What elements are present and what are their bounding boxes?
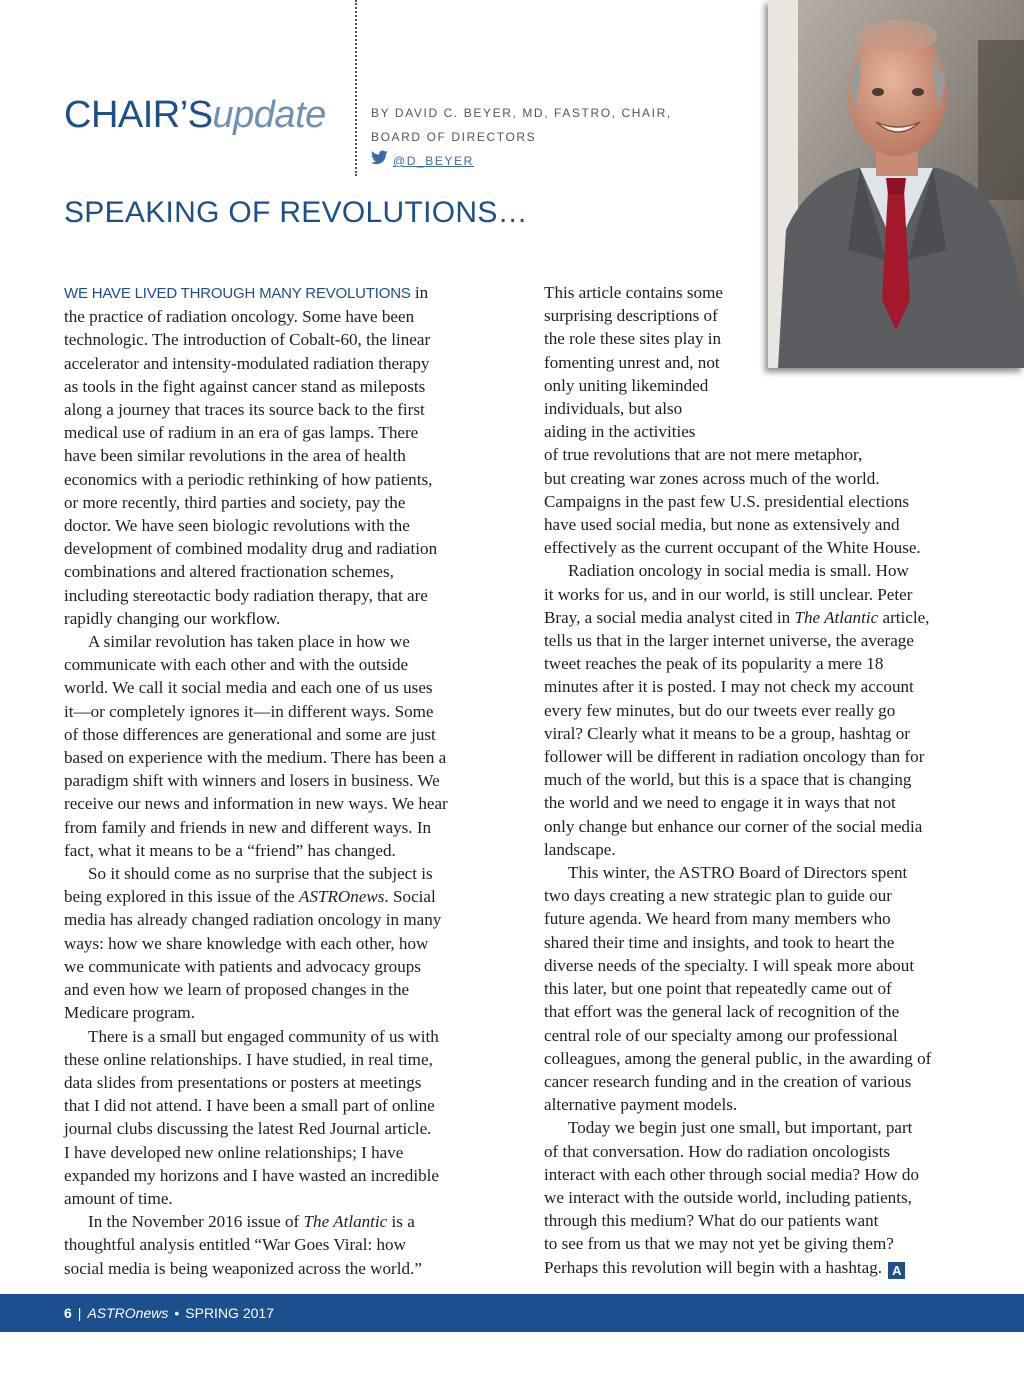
page-number: 6 bbox=[64, 1305, 72, 1321]
paragraph-line: Perhaps this revolution will begin with a hashtag. A bbox=[544, 1256, 931, 1279]
paragraph-line: journal clubs discussing the latest Red Journal article. bbox=[64, 1119, 432, 1139]
paragraph-line: data slides from presentations or posters at meetings bbox=[64, 1072, 422, 1092]
section-title-update: update bbox=[212, 94, 326, 136]
section-title bbox=[64, 94, 326, 137]
paragraph-line: receive our news and information in new ways. We hear bbox=[64, 794, 448, 814]
paragraph-line: that effort was the general lack of recognition of the bbox=[544, 1002, 900, 1022]
paragraph-line: and even how we learn of proposed changes in the bbox=[64, 980, 410, 1000]
paragraph-line: This winter, the ASTRO Board of Directors spent bbox=[568, 863, 908, 883]
twitter-handle-row[interactable] bbox=[371, 149, 672, 173]
paragraph-line: it works for us, and in our world, is still unclear. Peter bbox=[544, 584, 913, 604]
paragraph-line: medical use of radium in an era of gas lamps. There bbox=[64, 423, 419, 443]
paragraph-line: of true revolutions that are not mere metaphor, bbox=[544, 445, 863, 465]
paragraph-line: that I did not attend. I have been a small part of online bbox=[64, 1096, 435, 1116]
paragraph-line: central role of our specialty among our professional bbox=[544, 1025, 898, 1045]
paragraph-line: In the November 2016 issue of The Atlantic is a bbox=[88, 1212, 415, 1232]
paragraph-line: communicate with each other and with the outside bbox=[64, 655, 409, 675]
paragraph-line: to see from us that we may not yet be giving them? bbox=[544, 1234, 894, 1254]
paragraph-line: media has already changed radiation oncology in many bbox=[64, 910, 442, 930]
paragraph-line: individuals, but also bbox=[544, 399, 683, 419]
paragraph-line: we communicate with patients and advocacy groups bbox=[64, 956, 421, 976]
magazine-name: ASTROnews bbox=[87, 1305, 169, 1321]
twitter-bird-icon bbox=[371, 150, 388, 165]
paragraph-line: combinations and altered fractionation schemes, bbox=[64, 562, 394, 582]
paragraph-line: Bray, a social media analyst cited in The Atlantic article, bbox=[544, 607, 930, 627]
paragraph-line: much of the world, but this is a space that is changing bbox=[544, 770, 912, 790]
paragraph-line: these online relationships. I have studied, in real time, bbox=[64, 1049, 433, 1069]
paragraph-line: I have developed new online relationships; I have bbox=[64, 1142, 404, 1162]
paragraph-line: expanded my horizons and I have wasted an incredible bbox=[64, 1165, 439, 1185]
paragraph-line: fact, what it means to be a “friend” has changed. bbox=[64, 840, 396, 860]
paragraph-line: the practice of radiation oncology. Some have been bbox=[64, 307, 415, 327]
article-headline: SPEAKING OF REVOLUTIONS… bbox=[64, 196, 528, 229]
body-column-left bbox=[64, 281, 448, 1280]
paragraph-line: Today we begin just one small, but important, part bbox=[568, 1118, 913, 1138]
paragraph-line: two days creating a new strategic plan to guide our bbox=[544, 886, 892, 906]
publication-title: The Atlantic bbox=[303, 1212, 388, 1232]
paragraph-line: effectively as the current occupant of the White House. bbox=[544, 538, 921, 558]
paragraph-line: including stereotactic body radiation therapy, that are bbox=[64, 585, 428, 605]
paragraph-line: of those differences are generational and some are just bbox=[64, 724, 436, 744]
footer-bullet: • bbox=[174, 1305, 180, 1321]
paragraph-line: but creating war zones across much of the world. bbox=[544, 468, 880, 488]
paragraph-line: cancer research funding and in the creation of various bbox=[544, 1071, 912, 1091]
paragraph-line: every few minutes, but do our tweets ever really go bbox=[544, 700, 896, 720]
paragraph-line: follower will be different in radiation oncology than for bbox=[544, 747, 925, 767]
paragraph-line: we interact with the outside world, including patients, bbox=[544, 1187, 912, 1207]
paragraph-line: being explored in this issue of the ASTROnews. Social bbox=[64, 887, 436, 907]
paragraph-line: viral? Clearly what it means to be a group, hashtag or bbox=[544, 723, 910, 743]
paragraph-line: have been similar revolutions in the area of health bbox=[64, 446, 406, 466]
paragraph-line: alternative payment models. bbox=[544, 1095, 738, 1115]
paragraph-line: interact with each other through social media? How do bbox=[544, 1164, 919, 1184]
paragraph-line: from family and friends in new and different ways. In bbox=[64, 817, 432, 837]
paragraph-line: minutes after it is posted. I may not check my account bbox=[544, 677, 914, 697]
publication-title: The Atlantic bbox=[794, 607, 879, 627]
paragraph-line: aiding in the activities bbox=[544, 422, 696, 442]
paragraph-line: doctor. We have seen biologic revolutions with the bbox=[64, 516, 410, 536]
paragraph-line: tells us that in the larger internet universe, the average bbox=[544, 631, 914, 651]
paragraph-line: paradigm shift with winners and losers in business. We bbox=[64, 771, 440, 791]
paragraph-line: surprising descriptions of bbox=[544, 306, 718, 326]
paragraph-line: along a journey that traces its source back to the first bbox=[64, 400, 425, 420]
paragraph-line: rapidly changing our workflow. bbox=[64, 608, 281, 628]
paragraph-line: of that conversation. How do radiation oncologists bbox=[544, 1141, 891, 1161]
twitter-handle-link[interactable]: @D_BEYER bbox=[392, 154, 474, 168]
byline-author: BY DAVID C. BEYER, MD, FASTRO, CHAIR, bbox=[371, 106, 672, 120]
paragraph-line: Medicare program. bbox=[64, 1003, 195, 1023]
paragraph-line: thoughtful analysis entitled “War Goes Viral: how bbox=[64, 1235, 406, 1255]
paragraph-line: this later, but one point that repeatedly came out of bbox=[544, 979, 892, 999]
byline-role: BOARD OF DIRECTORS bbox=[371, 130, 537, 144]
paragraph-line: as tools in the fight against cancer stand as mileposts bbox=[64, 376, 426, 396]
paragraph-line: technologic. The introduction of Cobalt-60, the linear bbox=[64, 330, 431, 350]
footer-separator: | bbox=[77, 1305, 82, 1321]
paragraph-line: it—or completely ignores it—in different ways. Some bbox=[64, 701, 434, 721]
paragraph-line: shared their time and insights, and took to heart the bbox=[544, 932, 895, 952]
paragraph-line: world. We call it social media and each one of us uses bbox=[64, 678, 433, 698]
paragraph-line: Campaigns in the past few U.S. presidential elections bbox=[544, 491, 910, 511]
paragraph-line: This article contains some bbox=[544, 283, 723, 302]
paragraph-line: So it should come as no surprise that the subject is bbox=[88, 864, 433, 884]
issue-date: SPRING 2017 bbox=[185, 1305, 274, 1321]
dotted-divider bbox=[355, 0, 357, 176]
paragraph-line: WE HAVE LIVED THROUGH MANY REVOLUTIONS in bbox=[64, 283, 429, 302]
page-footer bbox=[0, 1294, 1024, 1332]
paragraph-line: colleagues, among the general public, in the awarding of bbox=[544, 1048, 932, 1068]
astro-end-mark-icon: A bbox=[888, 1262, 905, 1279]
paragraph-line: tweet reaches the peak of its popularity a mere 18 bbox=[544, 654, 884, 674]
lead-in: WE HAVE LIVED THROUGH MANY REVOLUTIONS bbox=[64, 285, 411, 302]
byline bbox=[371, 101, 672, 173]
paragraph-line: only uniting likeminded bbox=[544, 375, 709, 395]
paragraph-line: social media is being weaponized across the world.” bbox=[64, 1258, 422, 1278]
paragraph-line: future agenda. We heard from many members who bbox=[544, 909, 891, 929]
paragraph-line: fomenting unrest and, not bbox=[544, 352, 720, 372]
paragraph-line: ways: how we share knowledge with each other, how bbox=[64, 933, 429, 953]
section-title-chairs: CHAIR’S bbox=[64, 94, 213, 136]
paragraph-line: the world and we need to engage it in ways that not bbox=[544, 793, 896, 813]
paragraph-line: only change but enhance our corner of the social media bbox=[544, 816, 923, 836]
publication-title: ASTROnews bbox=[299, 887, 385, 907]
paragraph-line: development of combined modality drug and radiation bbox=[64, 539, 438, 559]
paragraph-line: based on experience with the medium. There has been a bbox=[64, 748, 447, 768]
body-column-right bbox=[544, 281, 931, 1279]
paragraph-line: or more recently, third parties and society, pay the bbox=[64, 492, 406, 512]
paragraph-line: economics with a periodic rethinking of how patients, bbox=[64, 469, 433, 489]
paragraph-line: Radiation oncology in social media is small. How bbox=[568, 561, 909, 581]
paragraph-line: amount of time. bbox=[64, 1188, 173, 1208]
paragraph-line: the role these sites play in bbox=[544, 329, 722, 349]
paragraph-line: have used social media, but none as extensively and bbox=[544, 515, 900, 535]
paragraph-line: There is a small but engaged community of us with bbox=[88, 1026, 439, 1046]
paragraph-line: A similar revolution has taken place in how we bbox=[88, 632, 410, 652]
paragraph-line: diverse needs of the specialty. I will speak more about bbox=[544, 955, 915, 975]
paragraph-line: accelerator and intensity-modulated radiation therapy bbox=[64, 353, 430, 373]
paragraph-line: landscape. bbox=[544, 839, 616, 859]
paragraph-line: through this medium? What do our patients want bbox=[544, 1211, 879, 1231]
